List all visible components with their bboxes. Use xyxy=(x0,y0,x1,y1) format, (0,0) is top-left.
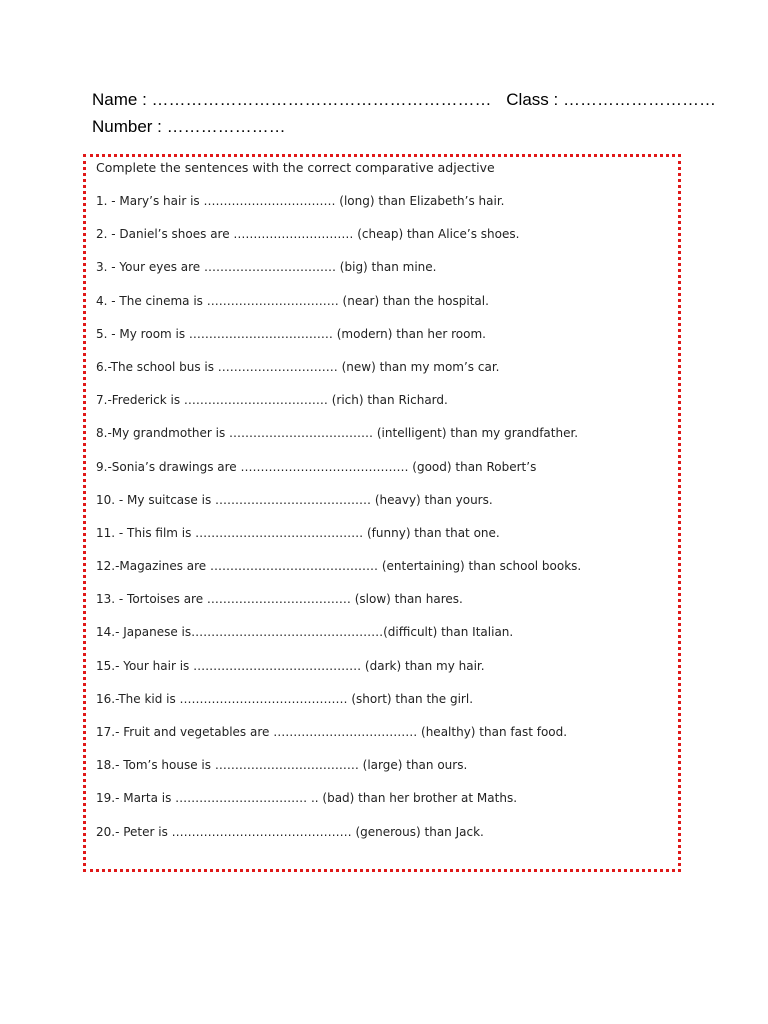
exercise-item: 11. - This film is …………………………………… (funny) than that one. xyxy=(96,525,500,540)
exercise-item: 19.- Marta is …………………………… .. (bad) than her brother at Maths. xyxy=(96,791,518,806)
exercise-item: 16.-The kid is …………………………………… (short) than the girl. xyxy=(96,691,474,706)
number-row xyxy=(92,113,716,140)
exercise-item: 15.- Your hair is …………………………………… (dark) than my hair. xyxy=(96,658,485,673)
exercise-item: 14.- Japanese is…………………………………………(difficult) than Italian. xyxy=(96,625,514,640)
exercise-item: 1. - Mary’s hair is …………………………… (long) than Elizabeth’s hair. xyxy=(96,194,505,208)
class-label: Class : ……………………… xyxy=(506,90,716,109)
name-class-row xyxy=(92,86,716,113)
exercise-item: 2. - Daniel’s shoes are ………………………… (cheap) than Alice’s shoes. xyxy=(96,227,520,242)
exercise-item: 8.-My grandmother is ……………………………… (intelligent) than my grandfather. xyxy=(96,426,579,441)
instructions: Complete the sentences with the correct comparative adjective xyxy=(96,160,495,175)
name-label: Name : …………………………………………………… xyxy=(92,90,492,109)
exercise-item: 5. - My room is ……………………………… (modern) than her room. xyxy=(96,326,486,341)
exercise-item: 17.- Fruit and vegetables are ……………………………… (healthy) than fast food. xyxy=(96,725,568,739)
exercise-list xyxy=(96,191,581,855)
exercise-item: 18.- Tom’s house is ……………………………… (large) than ours. xyxy=(96,758,468,773)
exercise-item: 7.-Frederick is ……………………………… (rich) than Richard. xyxy=(96,393,448,408)
exercise-item: 10. - My suitcase is ………………………………… (heavy) than yours. xyxy=(96,492,493,507)
exercise-item: 6.-The school bus is ………………………… (new) than my mom’s car. xyxy=(96,359,500,374)
exercise-item: 13. - Tortoises are ……………………………… (slow) than hares. xyxy=(96,592,463,607)
number-label: Number : ………………… xyxy=(92,117,286,136)
exercise-item: 4. - The cinema is …………………………… (near) than the hospital. xyxy=(96,293,489,308)
exercise-item: 3. - Your eyes are …………………………… (big) than mine. xyxy=(96,260,437,275)
exercise-item: 12.-Magazines are …………………………………… (entertaining) than school books. xyxy=(96,559,582,574)
worksheet-header xyxy=(92,86,716,140)
exercise-item: 9.-Sonia’s drawings are …………………………………… (good) than Robert’s xyxy=(96,459,537,474)
exercise-item: 20.- Peter is ……………………………………… (generous) than Jack. xyxy=(96,824,484,839)
